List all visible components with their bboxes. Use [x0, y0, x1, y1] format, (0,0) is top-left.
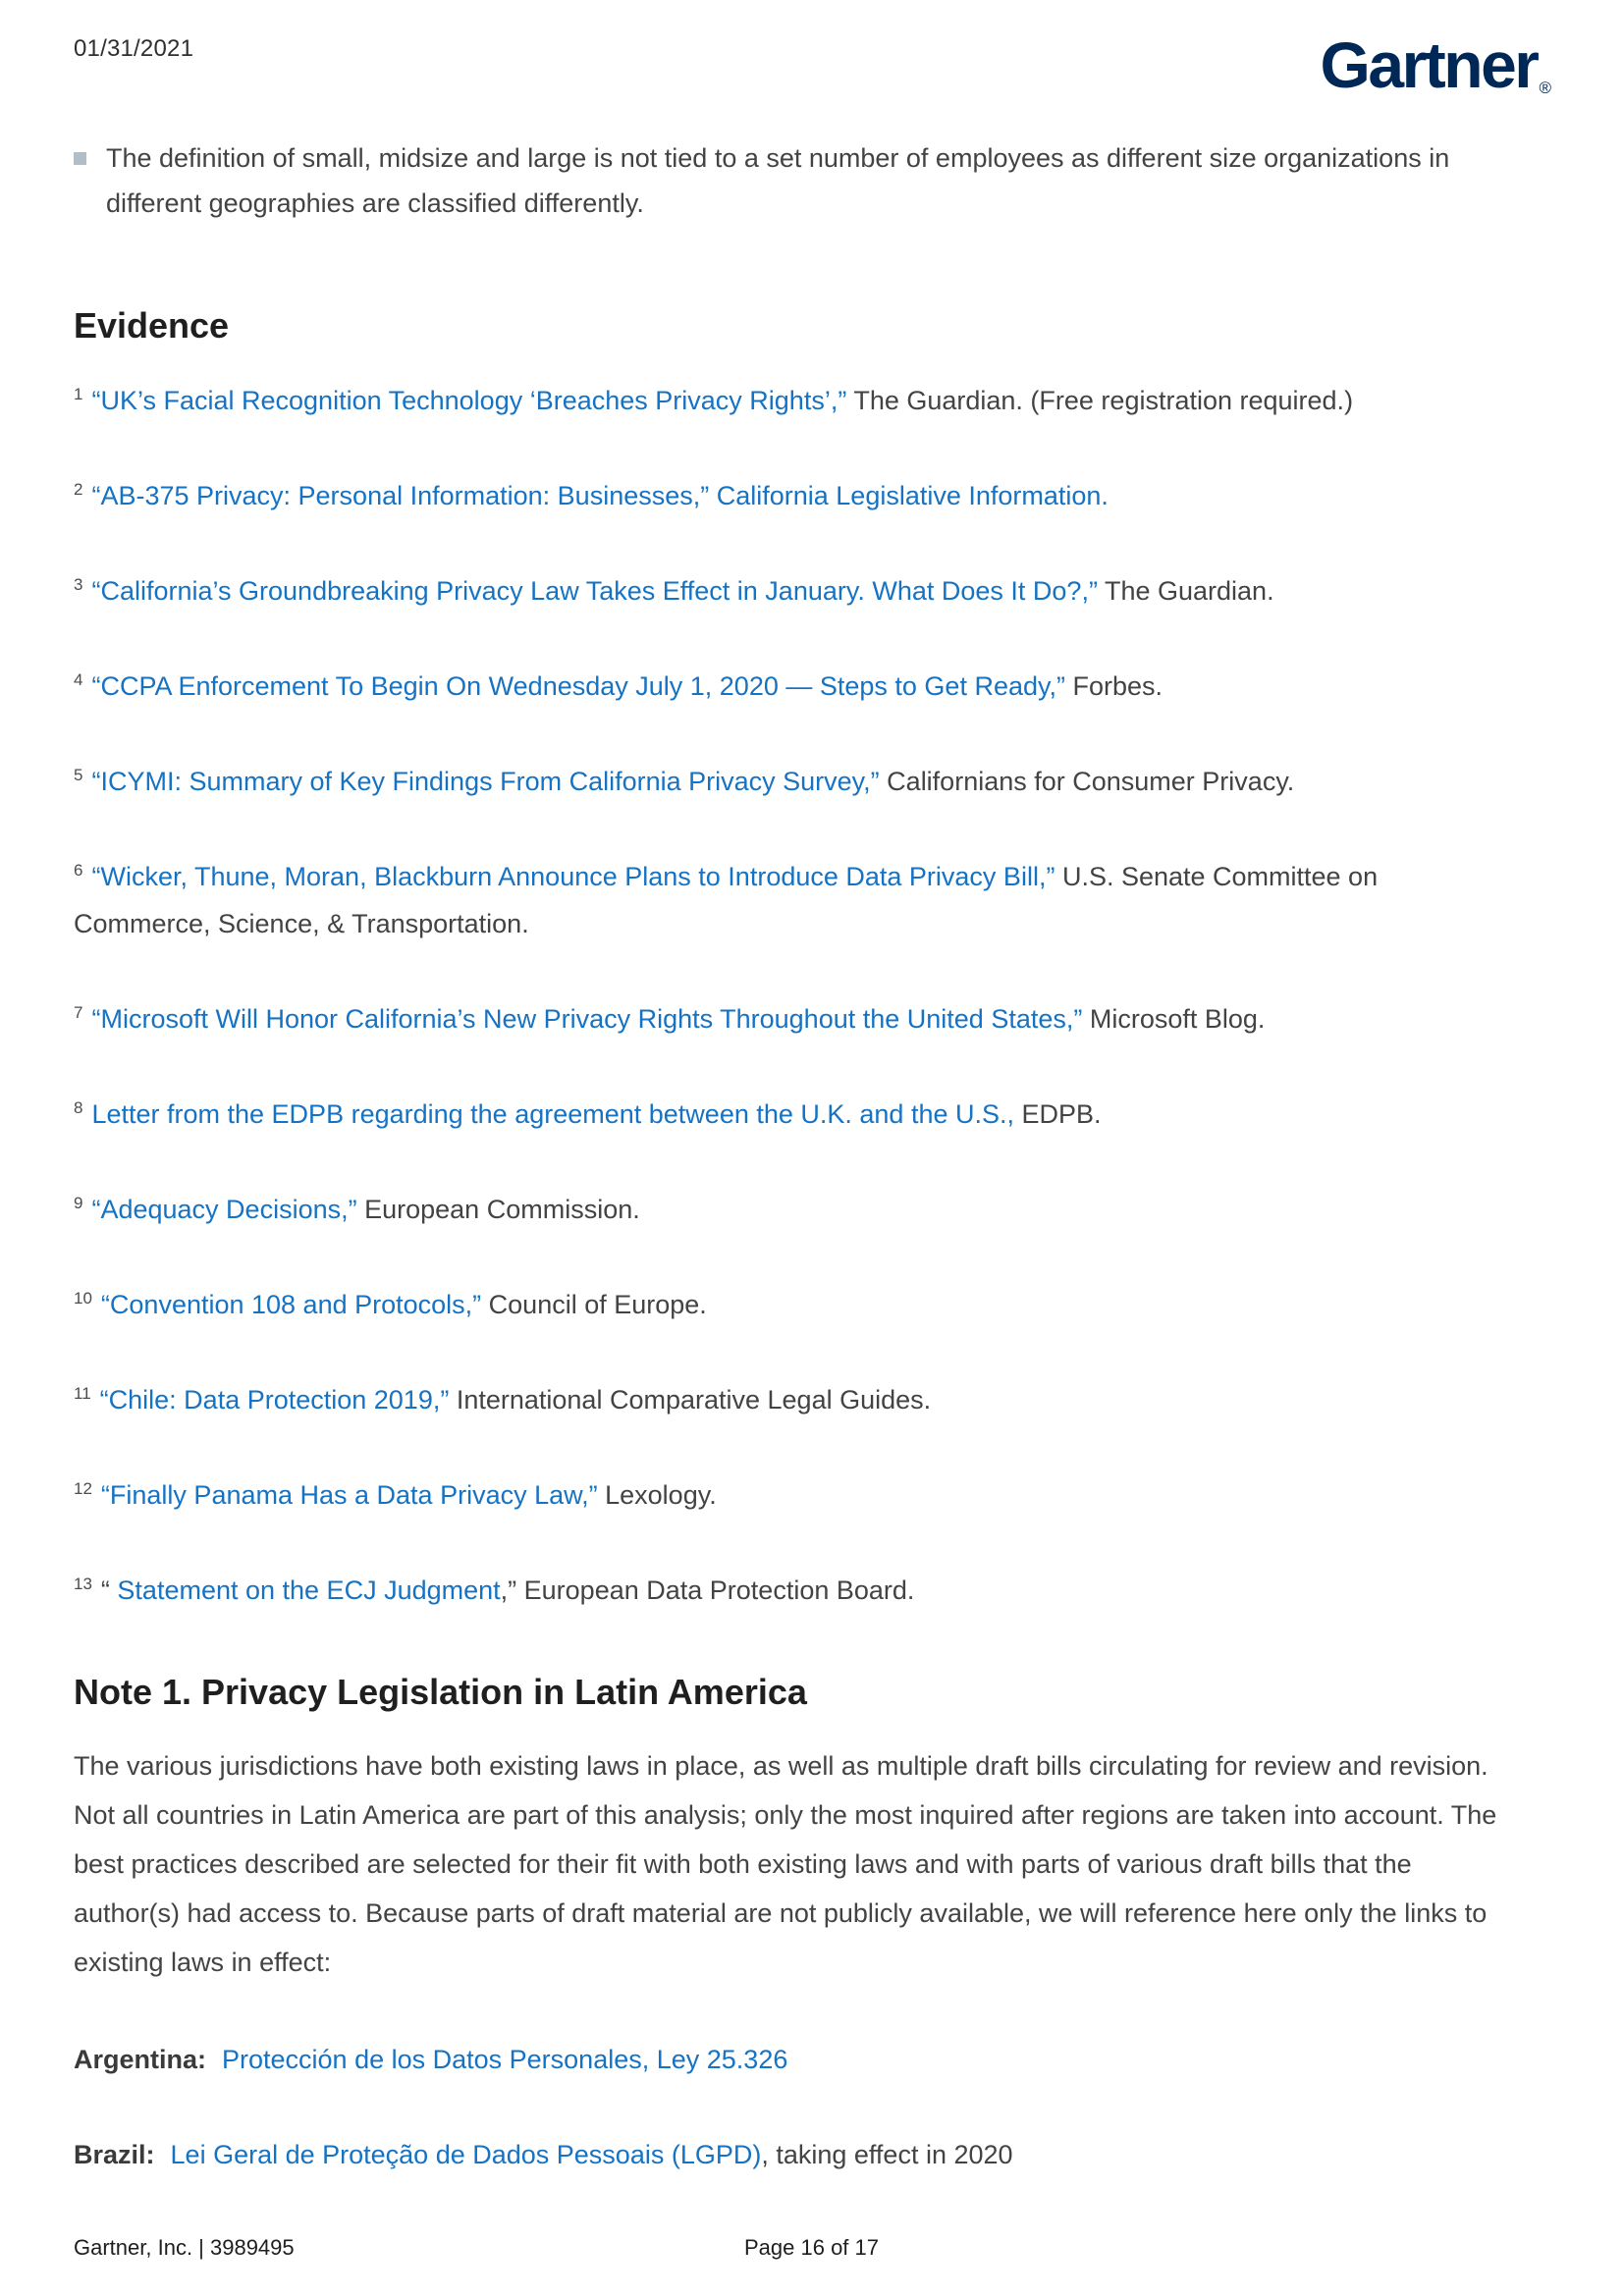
footnote-source: International Comparative Legal Guides. — [449, 1385, 932, 1415]
page-footer — [74, 2235, 1549, 2261]
footnote-source: The Guardian. — [1097, 576, 1274, 606]
footnote-item-12 — [74, 1471, 1517, 1519]
country-law-link[interactable]: Protección de los Datos Personales, Ley 25.326 — [222, 2045, 788, 2074]
country-label: Brazil: — [74, 2140, 155, 2169]
footnote-item-13 — [74, 1567, 1517, 1614]
footnote-source: Lexology. — [597, 1480, 717, 1510]
footnote-item-5 — [74, 758, 1517, 805]
footnote-number: 10 — [74, 1289, 92, 1308]
footnote-link[interactable]: “CCPA Enforcement To Begin On Wednesday July 1, 2020 — Steps to Get Ready,” — [91, 671, 1065, 701]
footnote-item-6 — [74, 853, 1517, 947]
country-law-link[interactable]: Lei Geral de Proteção de Dados Pessoais (LGPD) — [170, 2140, 762, 2169]
footnote-item-1 — [74, 377, 1517, 424]
footnote-number: 12 — [74, 1479, 92, 1498]
note1-paragraph: The various jurisdictions have both existing laws in place, as well as multiple draft bills circulating for review and revision. Not all countries in Latin America are part of this analysis; only the most inquired after regions are taken into account. The best practices described are selected for their fit with both existing laws and with parts of various draft bills that the author(s) had access to. Because parts of draft material are not publicly available, we will reference here only the links to existing laws in effect: — [74, 1751, 1497, 1977]
footnote-link[interactable]: “ICYMI: Summary of Key Findings From California Privacy Survey,” — [91, 767, 880, 796]
footnote-link[interactable]: “Adequacy Decisions,” — [91, 1195, 357, 1224]
country-label: Argentina: — [74, 2045, 206, 2074]
footnote-link[interactable]: “Wicker, Thune, Moran, Blackburn Announce Plans to Introduce Data Privacy Bill,” — [91, 862, 1055, 891]
footnote-link[interactable]: “Chile: Data Protection 2019,” — [99, 1385, 450, 1415]
footnote-number: 11 — [74, 1384, 91, 1403]
footnote-source: Forbes. — [1064, 671, 1163, 701]
footnote-number: 8 — [74, 1098, 83, 1117]
country-entry-brazil — [74, 2131, 1549, 2178]
footnote-link[interactable]: Letter from the EDPB regarding the agreement between the U.K. and the U.S., — [91, 1099, 1014, 1129]
footnote-source: EDPB. — [1014, 1099, 1102, 1129]
country-entry-after: , taking effect in 2020 — [761, 2140, 1013, 2169]
footnote-number: 9 — [74, 1194, 83, 1212]
footnote-link[interactable]: “AB-375 Privacy: Personal Information: Businesses,” California Legislative Information. — [91, 481, 1109, 510]
note1-heading: Note 1. Privacy Legislation in Latin America — [74, 1672, 807, 1712]
footnote-item-10 — [74, 1281, 1517, 1328]
footnote-link[interactable]: “Microsoft Will Honor California’s New Privacy Rights Throughout the United States,” — [91, 1004, 1083, 1034]
footer-page-number: Page 16 of 17 — [743, 2235, 880, 2260]
footnote-item-9 — [74, 1186, 1517, 1233]
footnote-link[interactable]: Statement on the ECJ Judgment — [117, 1575, 501, 1605]
footnote-number: 4 — [74, 670, 83, 689]
footnote-number: 5 — [74, 766, 83, 784]
footnote-number: 2 — [74, 480, 83, 499]
footnote-item-2 — [74, 472, 1517, 519]
footnote-link[interactable]: “Convention 108 and Protocols,” — [100, 1290, 482, 1319]
footnote-link[interactable]: “Finally Panama Has a Data Privacy Law,” — [100, 1480, 598, 1510]
footnote-source: European Commission. — [356, 1195, 640, 1224]
footnote-number: 7 — [74, 1003, 83, 1022]
bullet-marker-icon — [74, 152, 86, 165]
footnote-number: 3 — [74, 575, 83, 594]
footnote-item-3 — [74, 567, 1517, 614]
footer-publisher-id: Gartner, Inc. | 3989495 — [74, 2235, 295, 2260]
footnote-number: 13 — [74, 1575, 92, 1593]
gartner-logo-text: Gartner — [1320, 28, 1538, 101]
footnote-link[interactable]: “UK’s Facial Recognition Technology ‘Breaches Privacy Rights’,” — [91, 386, 847, 415]
footnote-source: The Guardian. (Free registration required.) — [846, 386, 1354, 415]
footnote-source: Council of Europe. — [481, 1290, 707, 1319]
footnote-number: 6 — [74, 861, 83, 880]
footnote-source: U.S. Senate Committee on Commerce, Science, & Transportation. — [74, 862, 1379, 938]
registered-trademark-icon: ® — [1539, 79, 1551, 97]
footnote-source: ,” European Data Protection Board. — [500, 1575, 915, 1605]
country-entry-argentina — [74, 2036, 1549, 2083]
footnote-pre: “ — [100, 1575, 118, 1605]
evidence-heading: Evidence — [74, 305, 230, 346]
bullet-text: The definition of small, midsize and large is not tied to a set number of employees as different size organizations in different geographies are classified differently. — [106, 143, 1450, 218]
footnote-item-11 — [74, 1376, 1517, 1423]
footnote-source: Californians for Consumer Privacy. — [879, 767, 1295, 796]
document-header — [74, 26, 1549, 122]
footnote-number: 1 — [74, 385, 83, 403]
bullet-item — [74, 135, 1549, 226]
gartner-logo — [1321, 26, 1549, 122]
document-date: 01/31/2021 — [74, 35, 194, 62]
footnote-item-8 — [74, 1091, 1517, 1138]
footnote-item-7 — [74, 995, 1517, 1042]
footnote-source: Microsoft Blog. — [1082, 1004, 1266, 1034]
footnote-item-4 — [74, 663, 1517, 710]
footnote-link[interactable]: “California’s Groundbreaking Privacy Law Takes Effect in January. What Does It Do?,” — [91, 576, 1098, 606]
